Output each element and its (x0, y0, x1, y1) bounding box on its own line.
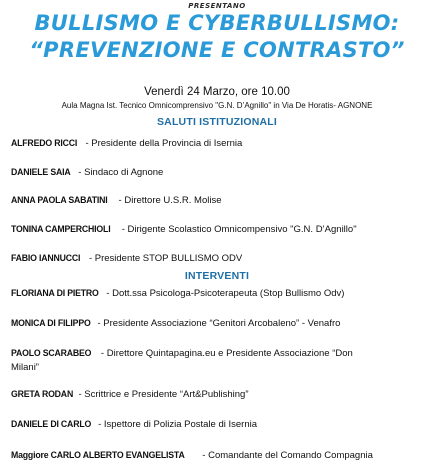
speaker-role: - Direttore U.S.R. Molise (115, 195, 222, 206)
saluti-item (11, 138, 426, 149)
interventi-item (11, 318, 426, 329)
speaker-name: ANNA PAOLA SABATINI (11, 195, 108, 206)
speaker-role: - Dirigente Scolastico Omnicompensivo "G.N. D’Agnillo" (119, 224, 357, 235)
interventi-item (11, 288, 426, 299)
speaker-name: FLORIANA DI PIETRO (11, 288, 99, 299)
speaker-name: GRETA RODAN (11, 389, 74, 400)
title-line-2: “PREVENZIONE E CONTRASTO” (29, 38, 405, 62)
saluti-item (11, 253, 426, 264)
speaker-role: - Presidente STOP BULLISMO ODV (86, 253, 243, 264)
speaker-role: - Presidente della Provincia di Isernia (82, 138, 243, 149)
speaker-role: - Ispettore di Polizia Postale di Isernia (98, 419, 258, 430)
speaker-role: - Dott.ssa Psicologa-Psicoterapeuta (Stop Bullismo Odv) (106, 288, 345, 299)
interventi-item (11, 450, 426, 461)
saluti-item (11, 195, 426, 206)
speaker-name: PAOLO SCARABEO (11, 348, 92, 359)
saluti-item (11, 224, 426, 235)
speaker-role: - Presidente Associazione “Genitori Arcobaleno” - Venafro (97, 318, 341, 329)
saluti-heading: SALUTI ISTITUZIONALI (156, 116, 278, 128)
interventi-item (11, 347, 426, 375)
interventi-item (11, 389, 426, 400)
speaker-role-continued: Milani” (11, 362, 39, 373)
interventi-item (11, 419, 426, 430)
speaker-name: Maggiore CARLO ALBERTO EVANGELISTA (11, 450, 185, 461)
speaker-role: - Sindaco di Agnone (75, 167, 164, 178)
speaker-role: - Comandante del Comando Compagnia (199, 450, 373, 461)
speaker-name: ALFREDO RICCI (11, 138, 78, 149)
title-line-1: BULLISMO E CYBERBULLISMO: (34, 11, 400, 35)
event-date: Venerdì 24 Marzo, ore 10.00 (144, 86, 290, 98)
speaker-name: DANIELE SAIA (11, 167, 71, 178)
presentano-label: PRESENTANO (188, 2, 246, 10)
speaker-role: - Direttore Quintapagina.eu e Presidente Associazione “Don (98, 348, 353, 359)
interventi-heading: INTERVENTI (184, 270, 250, 282)
saluti-item (11, 167, 426, 178)
speaker-name: DANIELE DI CARLO (11, 419, 92, 430)
speaker-name: TONINA CAMPERCHIOLI (11, 224, 111, 235)
event-place: Aula Magna Ist. Tecnico Omnicomprensivo "G.N. D’Agnillo" in Via De Horatis- AGNONE (61, 101, 373, 110)
speaker-name: FABIO IANNUCCI (11, 253, 81, 264)
speaker-name: MONICA DI FILIPPO (11, 318, 91, 329)
speaker-role: - Scrittrice e Presidente “Art&Publishing” (78, 389, 249, 400)
